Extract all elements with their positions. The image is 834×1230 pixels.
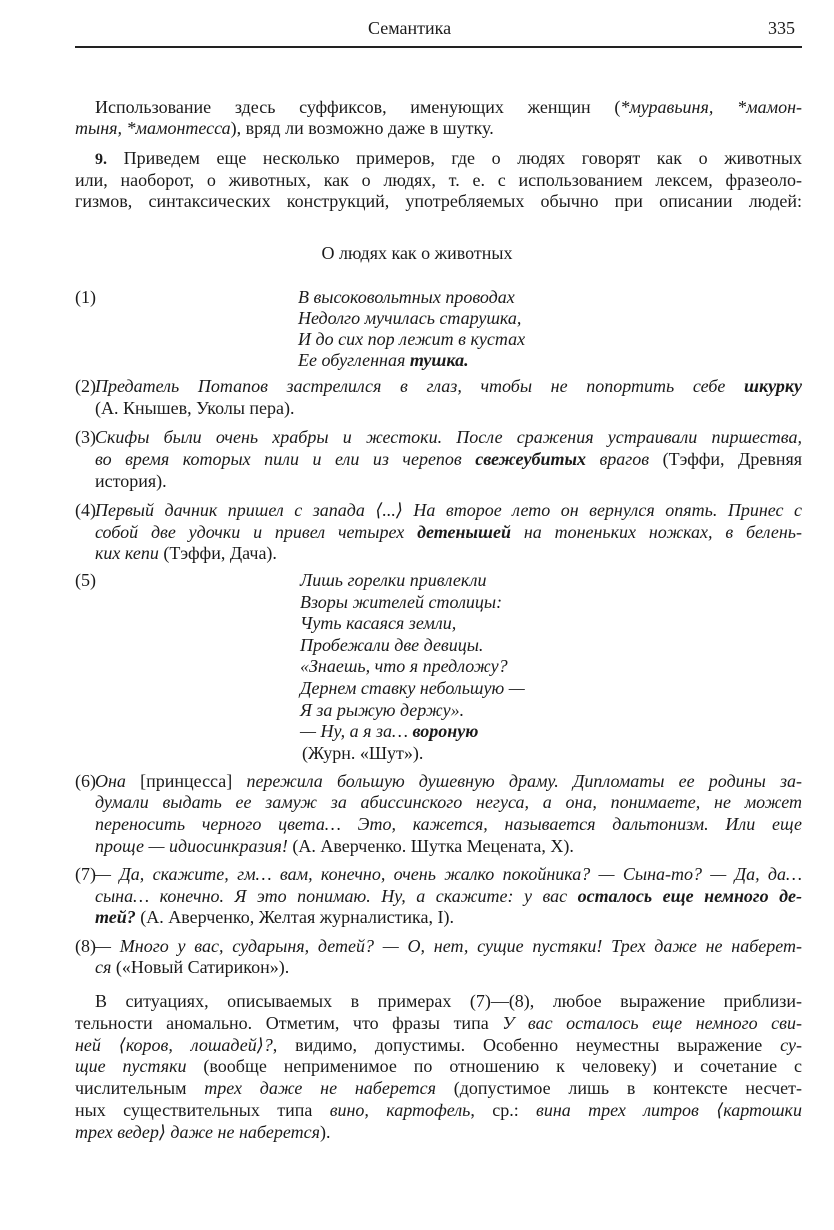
text-segment: тыня, *мамонтесса: [75, 118, 231, 138]
text-segment: гизмов, синтаксических конструкций, употребляемых обычно при описании людей:: [75, 191, 802, 211]
text-segment: , видимо, допустимы. Особенно неуместны выражение: [272, 1035, 781, 1055]
text-segment: (А. Кнышев, Уколы пера).: [95, 398, 295, 418]
text-segment: врагов: [585, 449, 650, 469]
text-segment: ), вряд ли возможно даже в шутку.: [230, 118, 494, 138]
example-line: [95, 956, 802, 978]
example-line: [95, 906, 802, 928]
text-segment: (А. Аверченко. Шутка Мецената, X).: [287, 836, 574, 856]
text-segment: , ср.:: [470, 1100, 537, 1120]
paragraph-line: [75, 1055, 802, 1077]
text-segment: «Знаешь, что я предложу?: [300, 656, 508, 676]
paragraph-line: [95, 96, 802, 118]
text-segment: (допустимое лишь в контексте несчет-: [435, 1078, 802, 1098]
example-line: [95, 770, 802, 792]
example-line: [95, 426, 802, 448]
text-segment: тельности аномально. Отметим, что фразы типа: [75, 1013, 503, 1033]
text-segment: Пробежали две девицы.: [300, 635, 484, 655]
text-segment: Использование здесь суффиксов, именующих женщин (: [95, 97, 621, 117]
example-line: [300, 591, 502, 613]
text-segment: В высоковольтных проводах: [298, 287, 515, 307]
text-segment: числительным: [75, 1078, 205, 1098]
text-segment: Взоры жителей столицы:: [300, 592, 503, 612]
text-segment: И до сих пор лежит в кустах: [298, 329, 526, 349]
text-segment: детенышей: [417, 522, 511, 542]
text-segment: ).: [320, 1122, 331, 1142]
text-segment: (вообще неприменимое по отношению к человеку) и сочетание с: [186, 1056, 803, 1076]
example-line: [300, 569, 487, 591]
text-segment: Приведем еще несколько примеров, где о людях говорят как о животных: [107, 148, 802, 168]
example-number: (1): [75, 287, 96, 307]
text-segment: трех даже не наберется: [204, 1078, 436, 1098]
example-number: (3): [75, 427, 96, 447]
running-header-title: Семантика: [368, 18, 452, 38]
paragraph-line: [75, 1012, 802, 1034]
paragraph-line: [95, 147, 802, 169]
text-segment: щие пустяки: [75, 1056, 187, 1076]
text-segment: осталось еще немного де-: [577, 886, 802, 906]
example-line: [302, 742, 423, 764]
text-segment: сына… конечно. Я это понимаю. Ну, а скажите: у вас: [95, 886, 578, 906]
header-rule: [75, 46, 802, 48]
text-segment: Лишь горелки привлекли: [300, 570, 487, 590]
text-segment: трех ведер⟩ даже не наберется: [75, 1122, 321, 1142]
text-segment: во время которых пили и ели из черепов: [95, 449, 476, 469]
example-line: [298, 349, 469, 371]
example-line: [95, 542, 802, 564]
text-segment: вино, картофель: [329, 1100, 471, 1120]
text-segment: Дернем ставку небольшую —: [300, 678, 525, 698]
text-segment: Недолго мучилась старушка,: [298, 308, 522, 328]
text-segment: переносить черного цвета… Это, кажется, называется дальтонизм. Или еще: [95, 814, 802, 834]
text-segment: Я за рыжую держу».: [300, 700, 465, 720]
text-segment: Чуть касаяся земли,: [300, 613, 457, 633]
example-line: [95, 470, 802, 492]
example-line: [300, 634, 483, 656]
text-segment: («Новый Сатирикон»).: [111, 957, 290, 977]
text-segment: — Ну, а я за…: [300, 721, 413, 741]
example-number: (2): [75, 376, 96, 396]
paragraph-line: [75, 117, 494, 139]
text-segment: су-: [780, 1035, 802, 1055]
text-segment: вороную: [412, 721, 479, 741]
example-number: (5): [75, 570, 96, 590]
text-segment: Первый дачник пришел с запада ⟨...⟩ На второе лето он вернулся опять. Принес с: [95, 500, 802, 520]
text-segment: Предатель Потапов застрелился в глаз, чтобы не попортить себе: [95, 376, 745, 396]
example-line: [95, 499, 802, 521]
example-line: [95, 863, 802, 885]
text-segment: свежеубитых: [475, 449, 586, 469]
paragraph-line: [75, 1077, 802, 1099]
example-number: (4): [75, 500, 96, 520]
text-segment: ней ⟨коров, лошадей⟩?: [75, 1035, 273, 1055]
text-segment: шкурку: [744, 376, 802, 396]
text-segment: тушка.: [409, 350, 469, 370]
example-line: [300, 677, 525, 699]
paragraph-line: [75, 190, 802, 212]
example-line: [95, 521, 802, 543]
example-line: [300, 720, 478, 742]
example-number: (8): [75, 936, 96, 956]
example-line: [298, 286, 515, 308]
text-segment: *муравьиня, *мамон-: [620, 97, 802, 117]
paragraph-line: [75, 169, 802, 191]
text-segment: собой две удочки и привел четырех: [95, 522, 418, 542]
text-segment: ких кепи: [95, 543, 159, 563]
text-segment: — Да, скажите, гм… вам, конечно, очень жалко покойника? — Сына-то? — Да, да…: [95, 864, 802, 884]
text-segment: (Журн. «Шут»).: [302, 743, 424, 763]
example-line: [95, 397, 802, 419]
text-segment: (Тэффи, Дача).: [158, 543, 277, 563]
text-segment: ся: [95, 957, 112, 977]
text-segment: пережила большую душевную драму. Дипломаты ее родины за-: [246, 771, 802, 791]
text-segment: думали выдать ее замуж за абиссинского негуса, а она, понимаете, не может: [95, 792, 802, 812]
text-segment: история).: [95, 471, 167, 491]
text-segment: или, наоборот, о животных, как о людях, т. е. с использованием лексем, фразеоло-: [75, 170, 802, 190]
example-line: [95, 835, 802, 857]
text-segment: [принцесса]: [140, 771, 247, 791]
example-line: [95, 375, 802, 397]
page-number: 335: [768, 18, 795, 38]
text-segment: (Тэффи, Древняя: [649, 449, 803, 469]
section-title: О людях как о животных: [321, 243, 513, 263]
text-segment: Скифы были очень храбры и жестоки. После сражения устраивали пиршества,: [95, 427, 802, 447]
example-line: [95, 885, 802, 907]
example-line: [300, 655, 508, 677]
text-segment: (А. Аверченко, Желтая журналистика, I).: [135, 907, 455, 927]
text-segment: Она: [95, 771, 141, 791]
example-line: [300, 699, 464, 721]
example-line: [300, 612, 456, 634]
example-line: [95, 935, 802, 957]
text-segment: вина трех литров ⟨картошки: [536, 1100, 802, 1120]
example-line: [298, 328, 525, 350]
paragraph-line: [95, 990, 802, 1012]
paragraph-line: [75, 1034, 802, 1056]
example-line: [95, 448, 802, 470]
text-segment: проще — идиосинкразия!: [95, 836, 288, 856]
text-segment: тей?: [95, 907, 136, 927]
text-segment: Ее обугленная: [298, 350, 410, 370]
example-line: [95, 791, 802, 813]
paragraph-line: [75, 1121, 331, 1143]
example-line: [95, 813, 802, 835]
example-number: (7): [75, 864, 96, 884]
paragraph-line: [75, 1099, 802, 1121]
example-line: [298, 307, 521, 329]
text-segment: на тоненьких ножках, в белень-: [510, 522, 802, 542]
text-segment: ных существительных типа: [75, 1100, 330, 1120]
text-segment: 9.: [95, 151, 107, 168]
text-segment: В ситуациях, описываемых в примерах (7)—(8), любое выражение приблизи-: [95, 991, 802, 1011]
text-segment: У вас осталось еще немного сви-: [502, 1013, 802, 1033]
example-number: (6): [75, 771, 96, 791]
text-segment: — Много у вас, сударыня, детей? — О, нет, сущие пустяки! Трех даже не наберет-: [95, 936, 802, 956]
